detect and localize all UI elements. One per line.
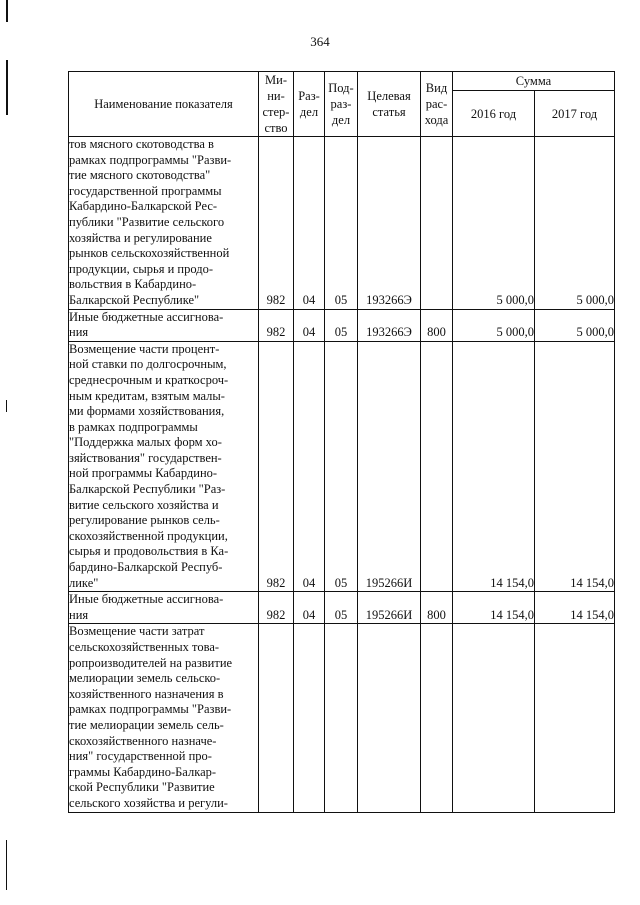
row-section: 04 bbox=[294, 341, 325, 592]
row-amount-2016: 14 154,0 bbox=[453, 341, 535, 592]
row-article: 195266И bbox=[358, 592, 421, 624]
table-row bbox=[69, 341, 615, 592]
header-year-2016: 2016 год bbox=[453, 91, 535, 137]
row-name: Возмещение части процент- ной ставки по долгосрочным, среднесрочным и краткосроч- ным кредитам, взятым малы- ми формами хозяйствования, в рамках подпрограммы "Поддержка малых форм хо- зяйствования" государствен- ной программы Кабардино- Балкарской Республики "Раз- витие сельского хозяйства и регулирование рынков сель- скохозяйственной продукции, сырья и продовольствия в Ка- бардино-Балкарской Респуб- лике" bbox=[69, 341, 259, 592]
table-row bbox=[69, 592, 615, 624]
scan-edge-mark bbox=[6, 840, 7, 890]
header-sum: Сумма bbox=[453, 72, 615, 91]
row-amount-2017: 14 154,0 bbox=[535, 592, 615, 624]
row-section bbox=[294, 624, 325, 812]
row-section: 04 bbox=[294, 592, 325, 624]
row-expense: 800 bbox=[421, 309, 453, 341]
header-target-article: Целевая статья bbox=[358, 72, 421, 137]
table-header bbox=[69, 72, 615, 137]
row-name: Возмещение части затрат сельскохозяйственных това- ропроизводителей на развитие мелиорации земель сельско- хозяйственного назначения в рамках подпрограммы "Разви- тие мелиорации земель сель- скохозяйственного назначе- ния" государственной про- граммы Кабардино-Балкар- ской Республики "Развитие сельского хозяйства и регули- bbox=[69, 624, 259, 812]
header-expense-type: Вид рас- хода bbox=[421, 72, 453, 137]
row-amount-2016: 5 000,0 bbox=[453, 137, 535, 310]
table-row bbox=[69, 309, 615, 341]
row-amount-2016: 14 154,0 bbox=[453, 592, 535, 624]
row-ministry: 982 bbox=[259, 137, 294, 310]
row-expense bbox=[421, 137, 453, 310]
table-row bbox=[69, 137, 615, 310]
header-name: Наименование показателя bbox=[69, 72, 259, 137]
table-row bbox=[69, 624, 615, 812]
row-ministry: 982 bbox=[259, 592, 294, 624]
row-article: 193266Э bbox=[358, 137, 421, 310]
row-amount-2016 bbox=[453, 624, 535, 812]
row-section: 04 bbox=[294, 137, 325, 310]
row-amount-2017 bbox=[535, 624, 615, 812]
row-name: тов мясного скотоводства в рамках подпрограммы "Разви- тие мясного скотоводства" государственной программы Кабардино-Балкарской Рес- публики "Развитие сельского хозяйства и регулирование рынков сельскохозяйственной продукции, сырья и продо- вольствия в Кабардино- Балкарской Республике" bbox=[69, 137, 259, 310]
header-section: Раз- дел bbox=[294, 72, 325, 137]
row-section: 04 bbox=[294, 309, 325, 341]
budget-table bbox=[68, 71, 615, 813]
row-name: Иные бюджетные ассигнова- ния bbox=[69, 309, 259, 341]
row-expense bbox=[421, 624, 453, 812]
row-expense bbox=[421, 341, 453, 592]
row-expense: 800 bbox=[421, 592, 453, 624]
row-amount-2017: 5 000,0 bbox=[535, 309, 615, 341]
header-ministry: Ми- ни- стер- ство bbox=[259, 72, 294, 137]
scan-edge-mark bbox=[6, 400, 7, 412]
row-article: 195266И bbox=[358, 341, 421, 592]
header-year-2017: 2017 год bbox=[535, 91, 615, 137]
row-name: Иные бюджетные ассигнова- ния bbox=[69, 592, 259, 624]
scan-edge-mark bbox=[6, 60, 8, 115]
row-amount-2016: 5 000,0 bbox=[453, 309, 535, 341]
row-ministry bbox=[259, 624, 294, 812]
row-amount-2017: 14 154,0 bbox=[535, 341, 615, 592]
row-amount-2017: 5 000,0 bbox=[535, 137, 615, 310]
scan-edge-mark bbox=[6, 0, 8, 22]
header-subsection: Под- раз- дел bbox=[325, 72, 358, 137]
row-subsection: 05 bbox=[325, 137, 358, 310]
row-ministry: 982 bbox=[259, 341, 294, 592]
row-article bbox=[358, 624, 421, 812]
row-subsection: 05 bbox=[325, 592, 358, 624]
page-number: 364 bbox=[310, 34, 330, 49]
row-subsection: 05 bbox=[325, 341, 358, 592]
row-ministry: 982 bbox=[259, 309, 294, 341]
row-article: 193266Э bbox=[358, 309, 421, 341]
table-body bbox=[69, 137, 615, 813]
row-subsection bbox=[325, 624, 358, 812]
row-subsection: 05 bbox=[325, 309, 358, 341]
